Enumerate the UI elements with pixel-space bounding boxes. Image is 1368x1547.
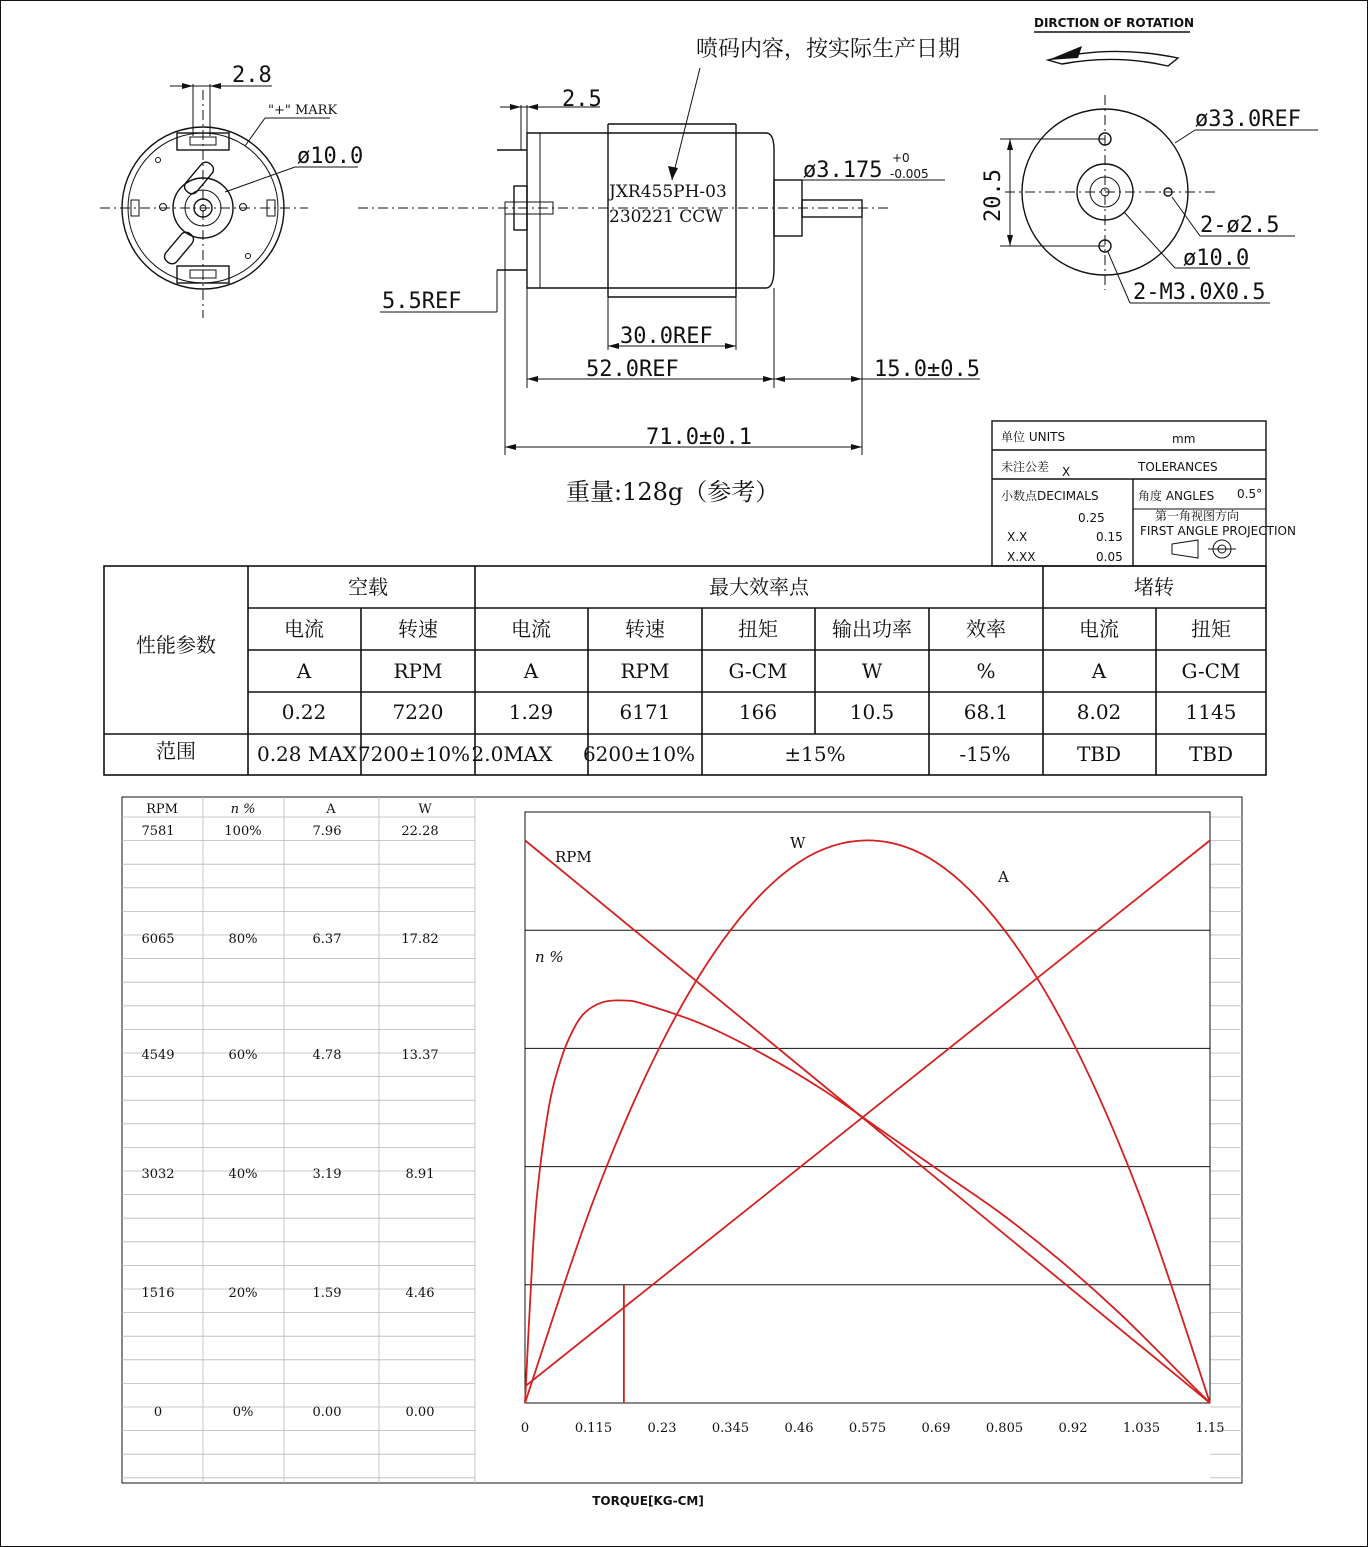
perf-value-4: 166 [738,700,778,724]
scale-cell-4-2: 1.59 [312,1286,342,1301]
perf-range-6: TBD [1076,742,1122,766]
perf-range-3: 6200±10% [582,742,696,766]
scale-cell-5-0: 0 [153,1405,163,1420]
scale-cell-1-1: 80% [228,932,258,947]
group-no-load: 空载 [348,575,388,599]
rear-dim-20-5: 20.5 [981,169,1006,222]
perf-range-2: 2.0MAX [471,742,553,766]
perf-param-1: 转速 [398,617,438,641]
projection-cn: 第一角视图方向 [1155,509,1240,523]
perf-value-5: 10.5 [849,700,895,724]
motor-label-line1: JXR455PH-03 [609,182,727,202]
series-label-w: W [790,834,806,852]
dec-x-val: 0.25 [1078,511,1105,525]
perf-value-1: 7220 [392,700,444,724]
x-tick-7: 0.805 [985,1421,1024,1436]
angle-value: 0.5° [1237,487,1263,501]
rear-view [981,16,1318,305]
scale-cell-4-1: 20% [228,1286,258,1301]
side-view [358,37,980,506]
perf-value-7: 8.02 [1076,700,1122,724]
dec-xx: X.X [1007,530,1028,544]
scale-cell-5-3: 0.00 [405,1405,435,1420]
performance-table [104,566,1266,775]
tol-value: TOLERANCES [1138,460,1218,474]
perf-param-0: 电流 [284,617,324,641]
perf-param-6: 效率 [966,617,1006,641]
rear-holes: 2-ø2.5 [1200,213,1280,238]
side-dim-71: 71.0±0.1 [646,425,752,450]
shaft-tol-upper: +0 [892,151,910,165]
scale-cell-5-1: 0% [232,1405,254,1420]
x-tick-9: 1.035 [1122,1421,1161,1436]
perf-unit-4: G-CM [728,659,788,683]
perf-param-8: 扭矩 [1191,617,1231,641]
page-frame [1,1,1368,1547]
tolerance-box [992,421,1296,566]
perf-row-header: 性能参数 [136,633,216,657]
x-tick-0: 0 [520,1421,530,1436]
scale-cell-0-2: 7.96 [312,824,342,839]
motor-label-line2: 230221 CCW [609,207,723,227]
side-dim-30: 30.0REF [620,324,713,349]
side-dim-5-5: 5.5REF [382,289,462,314]
side-dim-15: 15.0±0.5 [874,357,980,382]
group-stall: 堵转 [1134,575,1174,599]
decimals-label: 小数点DECIMALS [1001,489,1099,503]
scale-cell-2-1: 60% [228,1048,258,1063]
perf-unit-0: A [296,659,312,683]
projection-en: FIRST ANGLE PROJECTION [1140,524,1296,538]
dec-xxx: X.XX [1007,550,1036,564]
scale-cell-4-3: 4.46 [405,1286,435,1301]
perf-unit-7: A [1091,659,1107,683]
scale-cell-3-2: 3.19 [312,1167,342,1182]
angle-label: 角度 ANGLES [1138,489,1215,503]
perf-range-7: TBD [1188,742,1234,766]
scale-cell-1-0: 6065 [141,932,175,947]
print-note: 喷码内容，按实际生产日期 [696,37,961,62]
series-line-n [525,1000,1210,1403]
side-dim-2-5: 2.5 [562,87,602,112]
chart-xlabel: TORQUE[KG-CM] [592,1494,704,1508]
scale-cell-0-1: 100% [224,824,262,839]
perf-unit-2: A [523,659,539,683]
scale-cell-3-0: 3032 [141,1167,175,1182]
scale-cell-0-0: 7581 [141,824,175,839]
scale-cell-1-2: 6.37 [312,932,342,947]
perf-range-1: 7200±10% [357,742,471,766]
front-dim-2-8: 2.8 [232,63,272,88]
scale-cell-3-3: 8.91 [405,1167,435,1182]
perf-range-label: 范围 [156,739,196,763]
scale-header-a: A [326,802,336,817]
scale-cell-2-0: 4549 [141,1048,175,1063]
rotation-label: DIRCTION OF ROTATION [1034,16,1195,30]
perf-unit-6: % [976,659,996,683]
units-value: mm [1172,432,1196,446]
scale-header-rpm: RPM [146,802,178,817]
group-max-efficiency: 最大效率点 [709,575,809,599]
x-tick-5: 0.575 [848,1421,887,1436]
perf-range-5: -15% [959,742,1011,766]
plus-mark-label: "+" MARK [268,103,338,118]
scale-cell-5-2: 0.00 [312,1405,342,1420]
perf-unit-8: G-CM [1181,659,1241,683]
chart-frame [525,812,1210,1403]
perf-param-2: 电流 [511,617,551,641]
series-label-a: A [998,868,1009,886]
perf-range-4: ±15% [784,742,846,766]
scale-cell-3-1: 40% [228,1167,258,1182]
shaft-tol-lower: -0.005 [890,167,929,181]
perf-unit-5: W [861,659,883,683]
perf-value-8: 1145 [1185,700,1237,724]
first-angle-projection-icon [1172,540,1236,558]
rear-threads: 2-M3.0X0.5 [1133,280,1266,305]
scale-cell-1-3: 17.82 [401,932,439,947]
performance-chart [521,812,1225,1508]
shaft-dia: ø3.175 [803,158,883,183]
side-dim-52: 52.0REF [586,357,679,382]
perf-value-0: 0.22 [281,700,327,724]
x-tick-8: 0.92 [1058,1421,1088,1436]
x-tick-4: 0.46 [784,1421,814,1436]
scale-cell-2-2: 4.78 [312,1048,342,1063]
rear-dia-33: ø33.0REF [1195,107,1301,132]
perf-range-0: 0.28 MAX [256,742,358,766]
dec-xxx-val: 0.05 [1096,550,1123,564]
perf-value-2: 1.29 [508,700,554,724]
perf-value-6: 68.1 [963,700,1009,724]
front-dim-dia-10: ø10.0 [297,144,364,169]
x-tick-6: 0.69 [921,1421,951,1436]
tol-label: 未注公差 [1001,460,1050,474]
scale-cell-2-3: 13.37 [401,1048,439,1063]
perf-unit-1: RPM [393,659,443,683]
perf-value-3: 6171 [619,700,671,724]
series-label-rpm: RPM [555,848,592,866]
scale-cell-0-3: 22.28 [401,824,439,839]
units-label: 单位 UNITS [1001,430,1066,444]
dec-xx-val: 0.15 [1096,530,1123,544]
perf-param-7: 电流 [1079,617,1119,641]
x-tick-3: 0.345 [711,1421,750,1436]
x-tick-10: 1.15 [1195,1421,1225,1436]
x-tick-1: 0.115 [574,1421,613,1436]
dec-x: X [1062,465,1071,479]
front-view [100,63,363,318]
perf-param-4: 扭矩 [738,617,778,641]
scale-header-eff: n % [230,802,256,817]
scale-header-w: W [418,802,432,817]
perf-param-3: 转速 [625,617,665,641]
weight-note: 重量:128g（参考） [566,478,780,506]
x-tick-2: 0.23 [647,1421,677,1436]
series-line-a [525,840,1210,1386]
perf-unit-3: RPM [620,659,670,683]
series-label-eff: n % [535,948,564,966]
rear-dia-10: ø10.0 [1183,246,1250,271]
scale-cell-4-0: 1516 [141,1286,175,1301]
perf-param-5: 输出功率 [832,617,912,641]
scale-table [122,797,1242,1483]
